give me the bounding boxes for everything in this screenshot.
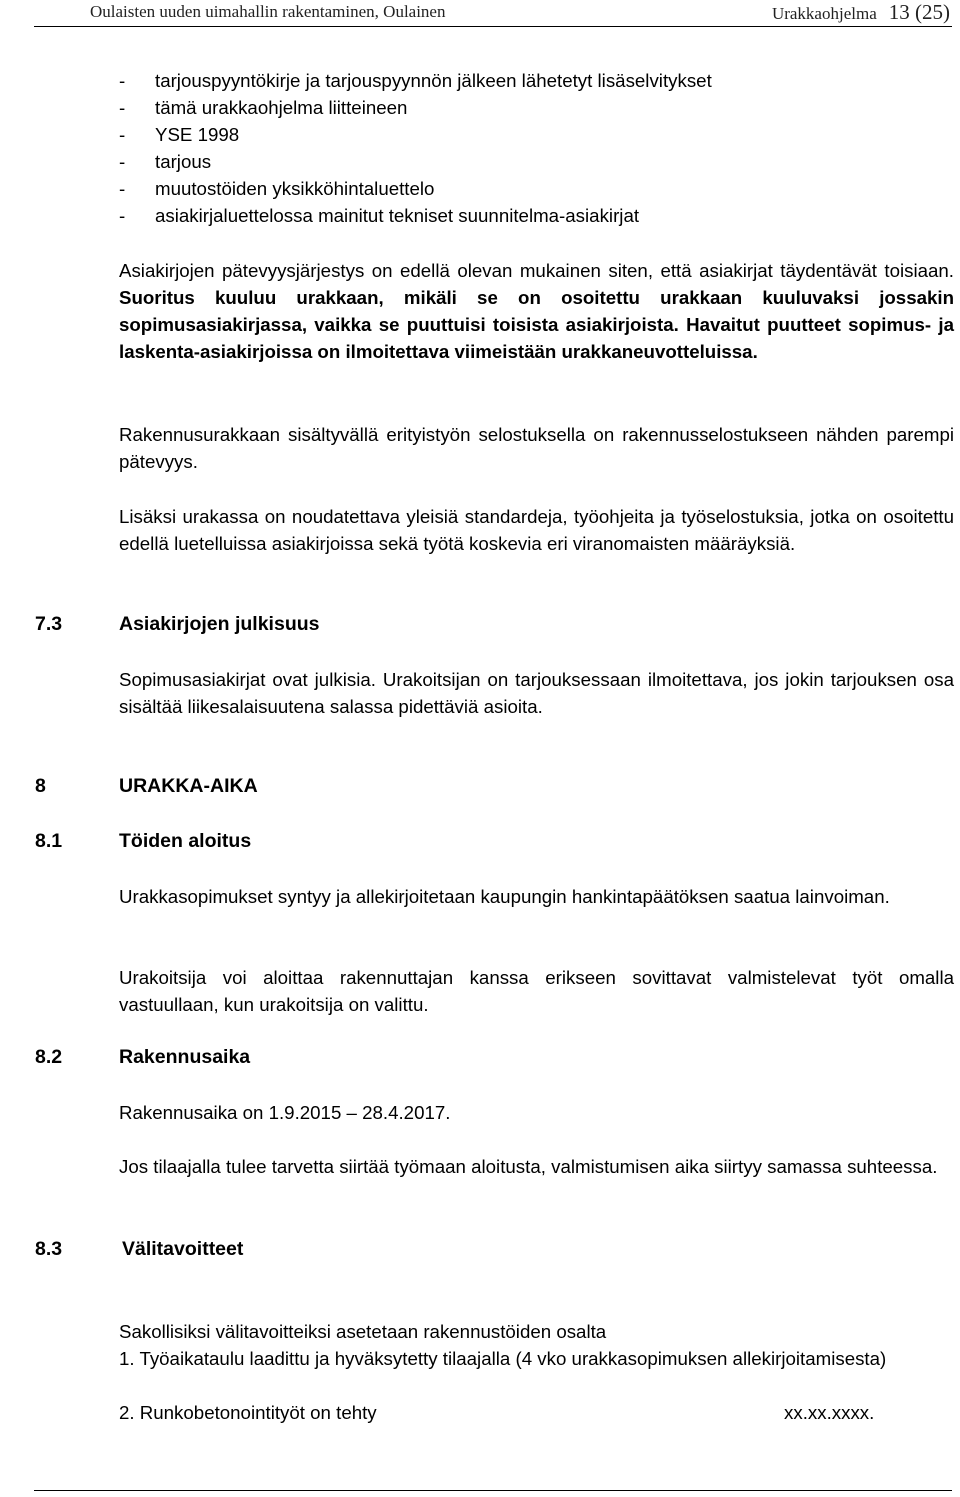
page-header (34, 0, 950, 24)
list-dash: - (119, 151, 126, 172)
section-number: 8.1 (35, 830, 63, 852)
header-doc-type: Urakkaohjelma (771, 4, 877, 23)
paragraph-public-documents: Sopimusasiakirjat ovat julkisia. Urakoitsijan on tarjouksessaan ilmoitettava, jos jokin tarjouksen osa sisältää liikesalaisuutena salassa pidettäviä asioita. (119, 669, 954, 717)
header-right (772, 0, 950, 25)
list-text: muutostöiden yksikköhintaluettelo (155, 178, 435, 199)
header-project-title: Oulaisten uuden uimahallin rakentaminen, Oulainen (90, 2, 446, 21)
header-page-number: 13 (25) (888, 0, 950, 24)
milestone-item: 1. Työaikataulu laadittu ja hyväksytetty tilaajalla (4 vko urakkasopimuksen allekirjoitamisesta) (119, 1348, 887, 1369)
paragraph-standards: Lisäksi urakassa on noudatettava yleisiä standardeja, työohjeita ja työselostuksia, jotka on osoitettu edellä luetelluissa asiakirjoissa sekä työtä koskevia eri viranomaisten määräyksiä. (119, 506, 954, 554)
list-text: tämä urakkaohjelma liitteineen (155, 97, 408, 118)
section-number: 8 (35, 775, 46, 797)
paragraph-construction-period: Rakennusaika on 1.9.2015 – 28.4.2017. (119, 1102, 451, 1123)
paragraph-document-order (119, 257, 954, 365)
section-title: Töiden aloitus (119, 830, 252, 852)
section-title: Asiakirjojen julkisuus (119, 613, 320, 635)
footer-rule (34, 1490, 952, 1491)
section-title: Rakennusaika (119, 1046, 251, 1068)
list-text: YSE 1998 (155, 124, 240, 145)
section-number: 7.3 (35, 613, 63, 635)
header-rule (34, 26, 952, 27)
paragraph-work-start: Urakoitsija voi aloittaa rakennuttajan kanssa erikseen sovittavat valmistelevat työt omalla vastuullaan, kun urakoitsija on valittu. (119, 967, 954, 1015)
list-text: tarjous (155, 151, 212, 172)
list-dash: - (119, 70, 126, 91)
milestone-text: 2. Runkobetonointityöt on tehty (119, 1402, 377, 1423)
section-number: 8.2 (35, 1046, 63, 1068)
paragraph-milestones-intro: Sakollisiksi välitavoitteiksi asetetaan rakennustöiden osalta (119, 1321, 607, 1342)
paragraph-schedule-shift: Jos tilaajalla tulee tarvetta siirtää työmaan aloitusta, valmistumisen aika siirtyy samassa suhteessa. (119, 1156, 938, 1177)
paragraph-special-work: Rakennusurakkaan sisältyvällä erityistyön selostuksella on rakennusselostukseen nähden parempi pätevyys. (119, 424, 954, 472)
list-text: tarjouspyyntökirje ja tarjouspyynnön jälkeen lähetetyt lisäselvitykset (155, 70, 712, 91)
list-dash: - (119, 178, 126, 199)
list-dash: - (119, 205, 126, 226)
milestone-item (119, 1399, 954, 1426)
order-text: Asiakirjojen pätevyysjärjestys on edellä olevan mukainen siten, että asiakirjat täydentävät toisiaan. (119, 260, 954, 281)
order-emphasis-text: Suoritus kuuluu urakkaan, mikäli se on osoitettu urakkaan kuuluvaksi jossakin sopimusasiakirjassa, vaikka se puuttuisi toisista asiakirjoista. Havaitut puutteet sopimus- ja laskenta-asiakirjoissa on ilmoitettava viimeistään urakkaneuvotteluissa. (119, 287, 954, 362)
milestone-date: xx.xx.xxxx. (784, 1402, 875, 1423)
paragraph-contracts: Urakkasopimukset syntyy ja allekirjoitetaan kaupungin hankintapäätöksen saatua lainvoiman. (119, 886, 890, 907)
section-title: Välitavoitteet (122, 1238, 244, 1260)
list-dash: - (119, 97, 126, 118)
list-text: asiakirjaluettelossa mainitut tekniset suunnitelma-asiakirjat (155, 205, 640, 226)
section-title: URAKKA-AIKA (119, 775, 258, 797)
section-number: 8.3 (35, 1238, 63, 1260)
list-dash: - (119, 124, 126, 145)
